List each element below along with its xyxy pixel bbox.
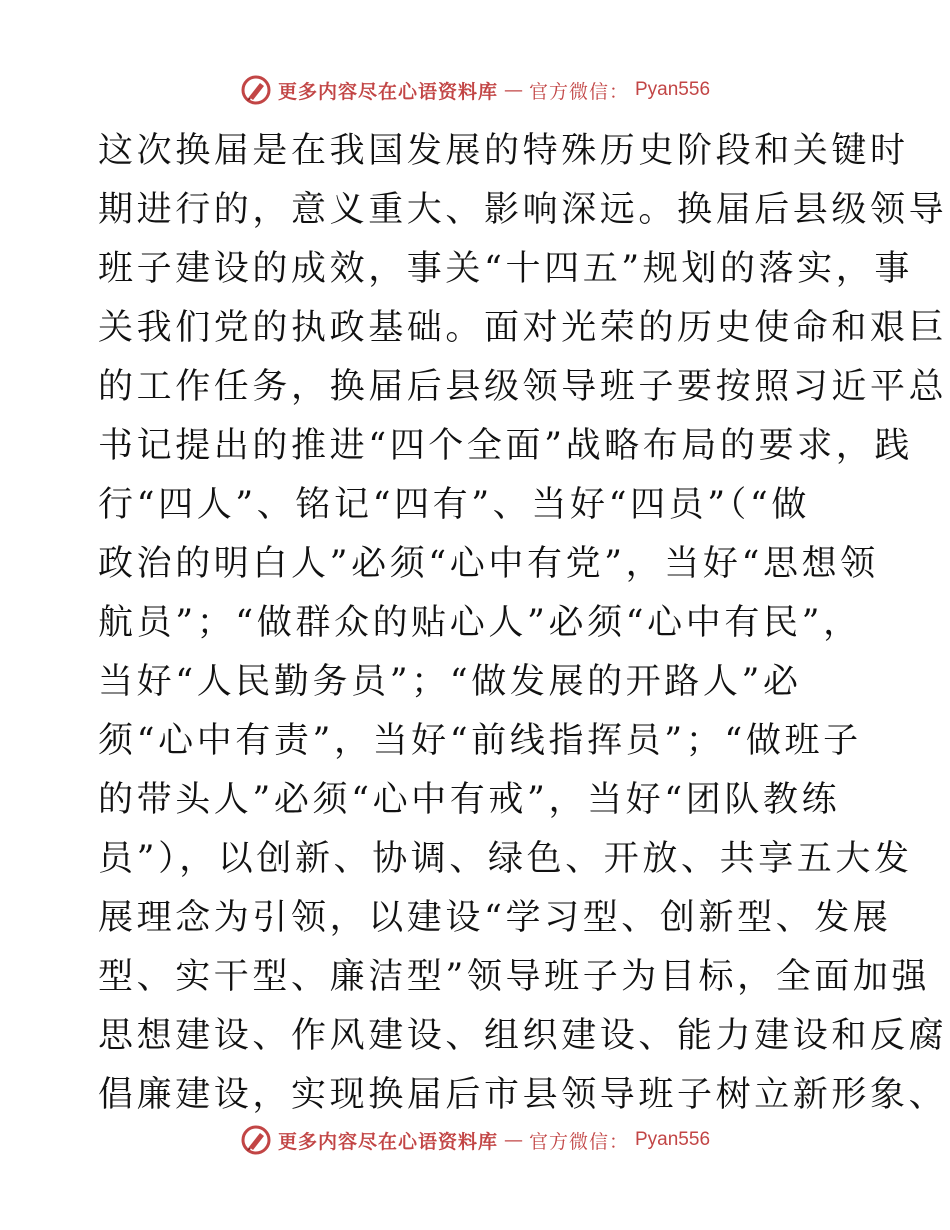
watermark-site-text: 更多内容尽在心语资料库 <box>277 80 498 103</box>
body-line: 的工作任务，换届后县级领导班子要按照习近平总 <box>98 367 948 407</box>
body-line: 政治的明白人”必须“心中有党”，当好“思想领 <box>98 544 879 584</box>
body-line: 书记提出的推进“四个全面”战略布局的要求，践 <box>98 426 913 466</box>
watermark-separator: — <box>503 1129 523 1151</box>
watermark-wechat-label: 官方微信： <box>528 80 629 103</box>
body-line: 的带头人”必须“心中有戒”，当好“团队教练 <box>98 780 841 820</box>
document-body <box>98 122 948 1125</box>
pen-nib-logo-icon <box>240 74 272 106</box>
body-line: 关我们党的执政基础。面对光荣的历史使命和艰巨 <box>98 308 948 348</box>
body-line: 思想建设、作风建设、组织建设、能力建设和反腐 <box>98 1016 948 1056</box>
body-line: 倡廉建设，实现换届后市县领导班子树立新形象、 <box>98 1075 948 1115</box>
body-line: 当好“人民勤务员”；“做发展的开路人”必 <box>98 662 802 702</box>
body-line: 行“四人”、铭记“四有”、当好“四员”（“做 <box>98 485 810 525</box>
watermark-wechat-id: Pyan556 <box>635 79 711 100</box>
watermark-wechat-id: Pyan556 <box>635 1129 711 1150</box>
footer-watermark <box>0 1122 950 1158</box>
watermark-wechat-label: 官方微信： <box>528 1130 629 1153</box>
watermark-site-text: 更多内容尽在心语资料库 <box>277 1130 498 1153</box>
body-line: 须“心中有责”，当好“前线指挥员”；“做班子 <box>98 721 862 761</box>
body-line: 班子建设的成效，事关“十四五”规划的落实，事 <box>98 249 913 289</box>
body-line: 航员”；“做群众的贴心人”必须“心中有民”， <box>98 603 862 643</box>
header-watermark <box>0 72 950 108</box>
body-line: 型、实干型、廉洁型”领导班子为目标，全面加强 <box>98 957 931 997</box>
body-line: 展理念为引领，以建设“学习型、创新型、发展 <box>98 898 892 938</box>
watermark-separator: — <box>503 79 523 101</box>
body-line: 期进行的，意义重大、影响深远。换届后县级领导 <box>98 190 948 230</box>
body-line: 员”），以创新、协调、绿色、开放、共享五大发 <box>98 839 913 879</box>
pen-nib-logo-icon <box>240 1124 272 1156</box>
body-line: 这次换届是在我国发展的特殊历史阶段和关键时 <box>98 131 909 171</box>
